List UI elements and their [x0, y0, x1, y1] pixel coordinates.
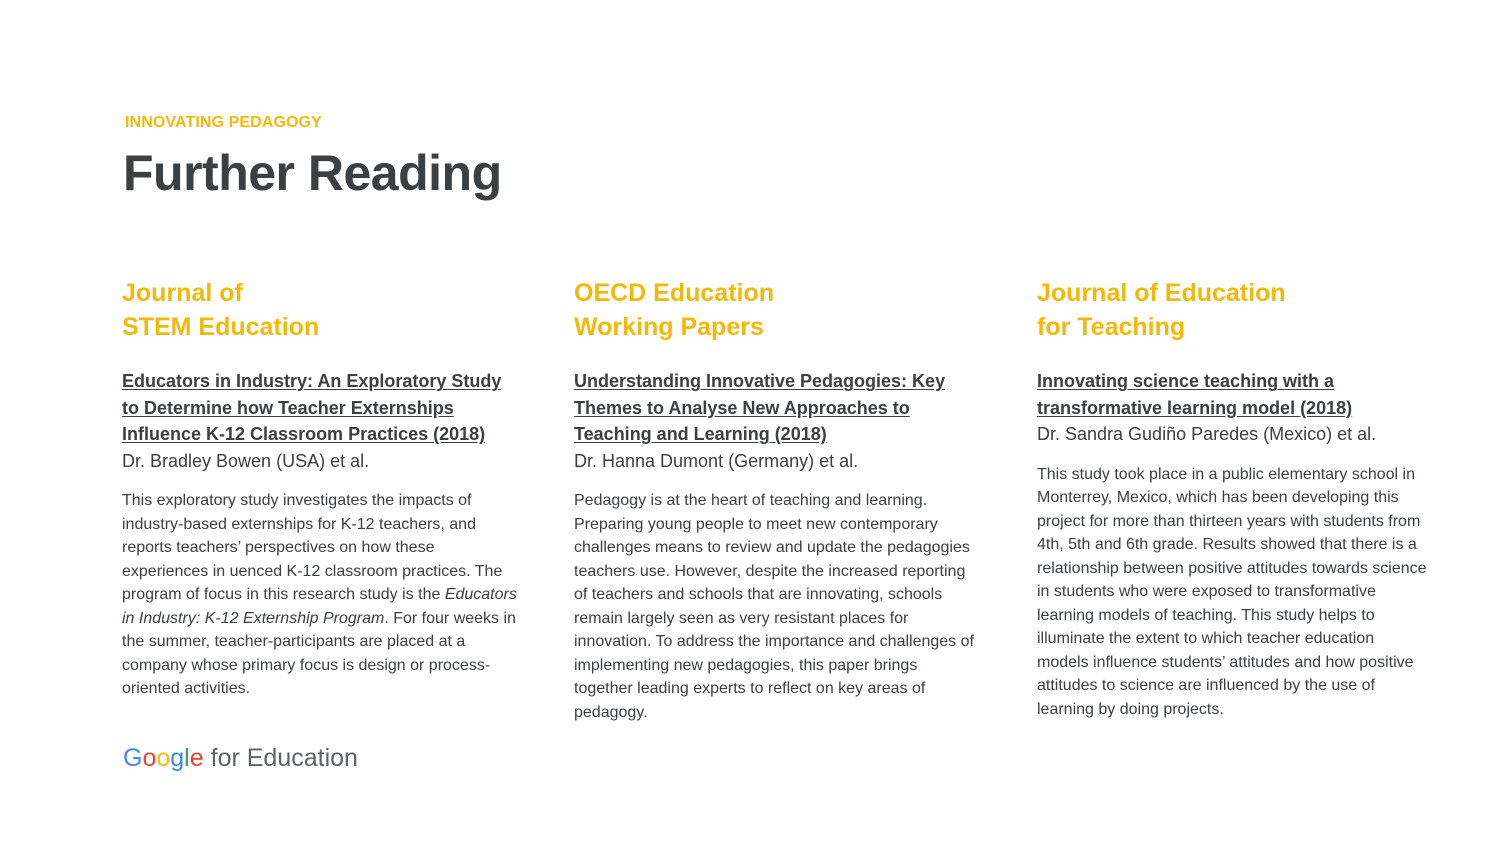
section-eyebrow: INNOVATING PEDAGOGY	[125, 114, 322, 131]
journal-name-line1: OECD Education	[574, 279, 775, 307]
logo-letter: o	[156, 744, 171, 772]
journal-name-line1: Journal of	[122, 279, 243, 307]
journal-name	[574, 276, 974, 344]
article-description	[122, 489, 522, 701]
google-for-education-logo	[123, 744, 358, 773]
logo-suffix: for Education	[210, 744, 358, 772]
page-title: Further Reading	[123, 145, 502, 201]
reading-column-teaching	[1037, 276, 1427, 721]
article-title-link[interactable]: Understanding Innovative Pedagogies: Key Themes to Analyse New Approaches to Teaching and Learning (2018)	[574, 371, 946, 444]
journal-name-line1: Journal of Education	[1037, 279, 1286, 307]
journal-name	[1037, 276, 1427, 344]
journal-name-line2: for Teaching	[1037, 313, 1186, 341]
reading-column-stem	[122, 276, 522, 701]
article-title-link[interactable]: Innovating science teaching with a transformative learning model (2018)	[1037, 371, 1353, 418]
google-wordmark	[123, 744, 204, 773]
article-citation	[574, 368, 974, 474]
description-text-continued: . For four weeks in the summer, teacher-participants are placed at a company whose primary focus is design or process-oriented activities.	[122, 609, 516, 697]
article-description: This study took place in a public elementary school in Monterrey, Mexico, which has been developing this project for more than thirteen years with students from 4th, 5th and 6th grade. Results showed that there is a relationship between positive attitudes towards science in students who were exposed to transformative learning models of teaching. This study helps to illuminate the extent to which teacher education models influence students’ attitudes and how positive attitudes to science are influenced by the use of learning by doing projects.	[1037, 465, 1427, 718]
article-description: Pedagogy is at the heart of teaching and learning. Preparing young people to meet new contemporary challenges means to review and update the pedagogies teachers use. However, despite the increased reporting of teachers and schools that are innovating, schools remain largely seen as very resistant places for innovation. To address the importance and challenges of implementing new pedagogies, this paper brings together leading experts to reflect on key areas of pedagogy.	[574, 492, 974, 721]
logo-letter: g	[170, 744, 185, 772]
program-name: Educators in Industry: K-12 Externship Program	[122, 586, 517, 627]
journal-name-line2: Working Papers	[574, 313, 764, 341]
article-citation	[1037, 368, 1427, 448]
article-author: Dr. Sandra Gudiño Paredes (Mexico) et al.	[1037, 424, 1377, 444]
logo-letter: o	[142, 744, 157, 772]
article-citation	[122, 368, 522, 474]
article-title-link[interactable]: Educators in Industry: An Exploratory Study to Determine how Teacher Externships Influence K-12 Classroom Practices (2018)	[122, 371, 502, 444]
logo-letter: e	[189, 744, 204, 772]
logo-letter: l	[184, 744, 190, 772]
logo-letter: G	[123, 744, 143, 772]
article-author: Dr. Bradley Bowen (USA) et al.	[122, 450, 370, 471]
journal-name-line2: STEM Education	[122, 313, 320, 341]
reading-column-oecd	[574, 276, 974, 724]
journal-name	[122, 276, 522, 344]
article-author: Dr. Hanna Dumont (Germany) et al.	[574, 450, 859, 471]
description-text: This exploratory study investigates the impacts of industry-based externships for K-12 teachers, and reports teachers’ perspectives on how these experiences in uenced K-12 classroom practices. The program of focus in this research study is the	[122, 492, 503, 603]
